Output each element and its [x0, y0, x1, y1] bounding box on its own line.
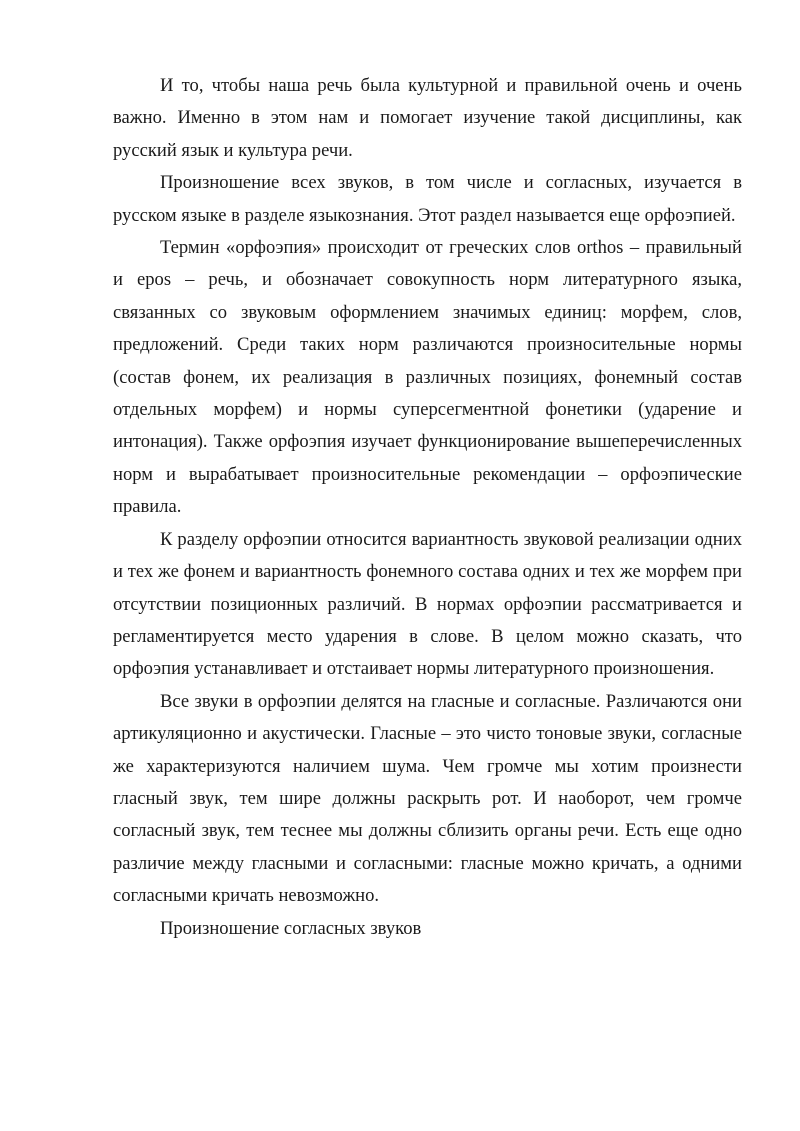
section-heading: Произношение согласных звуков — [160, 917, 422, 939]
paragraph: И то, чтобы наша речь была культурной и правильной очень и очень важно. Именно в этом нам и помогает изучение такой дисциплины, как русский язык и культура речи. — [113, 75, 742, 161]
paragraph: К разделу орфоэпии относится вариантность звуковой реализации одних и тех же фонем и вариантность фонемного состава одних и тех же морфем при отсутствии позиционных различий. В нормах орфоэпии рассматривается и регламентируется место ударения в слове. В целом можно сказать, что орфоэпия устанавливает и отстаивает нормы литературного произношения. — [113, 528, 742, 680]
paragraph: Произношение всех звуков, в том числе и согласных, изучается в русском языке в разделе языкознания. Этот раздел называется еще орфоэпией. — [113, 172, 742, 226]
paragraph: Все звуки в орфоэпии делятся на гласные и согласные. Различаются они артикуляционно и акустически. Гласные – это чисто тоновые звуки, согласные же характеризуются наличием шума. Чем громче мы хотим произнести гласный звук, тем шире должны раскрыть рот. И наоборот, чем громче согласный звук, тем теснее мы должны сблизить органы речи. Есть еще одно различие между гласными и согласными: гласные можно кричать, а одними согласными кричать невозможно. — [113, 690, 742, 907]
paragraph: Термин «орфоэпия» происходит от греческих слов orthos – правильный и epos – речь, и обозначает совокупность норм литературного языка, связанных со звуковым оформлением значимых единиц: морфем, слов, предложений. Среди таких норм различаются произносительные нормы (состав фонем, их реализация в различных позициях, фонемный состав отдельных морфем) и нормы суперсегментной фонетики (ударение и интонация). Также орфоэпия изучает функционирование вышеперечисленных норм и вырабатывает произносительные рекомендации – орфоэпические правила. — [113, 237, 742, 518]
